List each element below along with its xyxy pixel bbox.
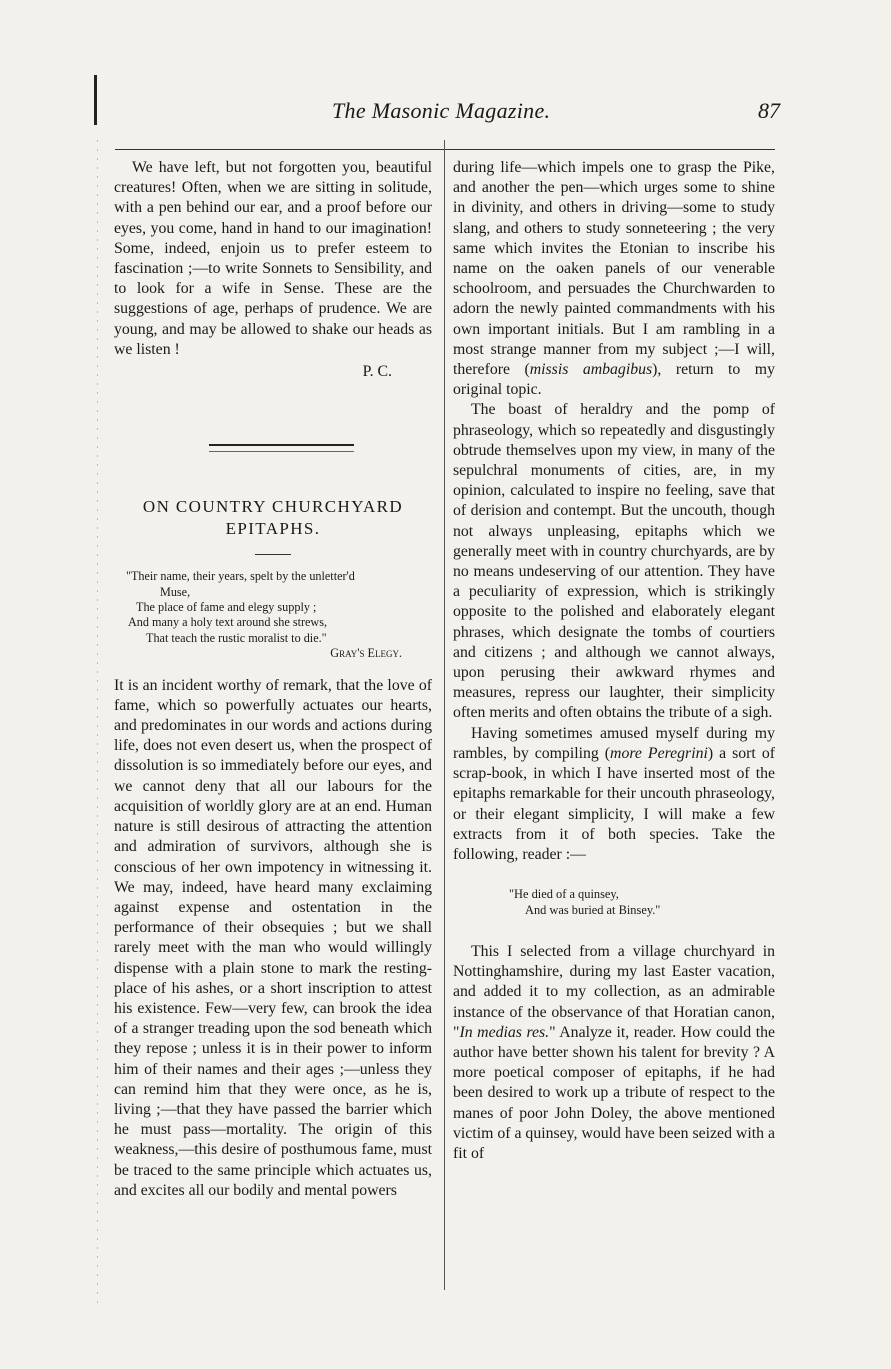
text-run: " Analyze it, reader. How could the author have better shown his talent for brevity ? A more poetical composer of epitaphs, if he had been desired to work up a tribute of respect to the manes of poor John Doley, the above mentioned victim of a quinsey, would have been seized with a fit of bbox=[453, 1023, 775, 1162]
article-title-line1: ON COUNTRY CHURCHYARD bbox=[142, 497, 404, 517]
continued-paragraph bbox=[453, 158, 775, 400]
page-number: 87 bbox=[758, 98, 780, 123]
quote-line: And was buried at Binsey." bbox=[525, 902, 661, 917]
column-divider bbox=[444, 140, 445, 1290]
intro-paragraph: We have left, but not forgotten you, beautiful creatures! Often, when we are sitting in solitude, with a pen behind our ear, and a proof before our eyes, you come, hand in hand to our imagination! Some, indeed, enjoin us to prefer esteem to fascination ;—to write Sonnets to Sensibility, and to look for a wife in Sense. These are the suggestions of age, perhaps of prudence. We are young, and may be allowed to shake our heads as we listen ! bbox=[114, 159, 432, 358]
binding-edge bbox=[97, 140, 98, 1310]
epigraph-line: That teach the rustic moralist to die." bbox=[146, 630, 327, 645]
text-run: during life—which impels one to grasp the Pike, and another the pen—which urges some to shine in divinity, and others in driving—some to study slang, and others to study sonneteering ; the very same which invites the Etonian to inscribe his name on the oaken panels of our venerable schoolroom, and persuades the Churchwarden to adorn the newly painted commandments with his own important initials. But I am rambling in a most strange manner from my subject ;—I will, therefore ( bbox=[453, 159, 775, 379]
epigraph bbox=[114, 569, 432, 661]
body-paragraph bbox=[453, 942, 775, 1164]
text-run: ), return to my original topic. bbox=[453, 361, 775, 399]
margin-mark bbox=[94, 75, 97, 125]
header-rule bbox=[115, 149, 775, 150]
article-title-line2: EPITAPHS. bbox=[225, 519, 321, 539]
text-run: ) a sort of scrap-book, in which I have inserted most of the epitaphs remarkable for their uncouth phraseology, or their elegant simplicity, I will make a few extracts from it of both species. Take the following, reader :— bbox=[453, 744, 775, 863]
body-paragraph: The boast of heraldry and the pomp of phraseology, which so repeatedly and disgustingly obtrude themselves upon my view, in many of the sepulchral monuments of cities, are, in my opinion, calculated to inspire no feeling, save that of derision and contempt. But the uncouth, though not always unpleasing, epitaphs which we generally meet with in country churchyards, are by no means undeserving of our attention. They have a peculiarity of expression, which is strikingly opposite to the polished and elaborately elegant phrases, which designate the tombs of courtiers and citizens ; and although we cannot always, upon perusing their awkward rhymes and measures, repress our laughter, their simplicity often merits and often obtains the tribute of a sigh. bbox=[453, 401, 775, 722]
signature: P. C. bbox=[362, 363, 392, 381]
quote-line: "He died of a quinsey, bbox=[509, 887, 619, 902]
running-title: The Masonic Magazine. bbox=[332, 98, 551, 123]
epigraph-line: The place of fame and elegy supply ; bbox=[136, 600, 317, 615]
epigraph-source: Gray's Elegy. bbox=[330, 646, 402, 661]
page-header bbox=[110, 98, 780, 130]
body-paragraph bbox=[453, 724, 775, 865]
text-run: Having sometimes amused myself during my rambles, by compiling ( bbox=[453, 724, 775, 762]
section-ornament-rule bbox=[209, 444, 354, 452]
latin-phrase: missis ambagibus bbox=[529, 361, 653, 379]
article-title bbox=[114, 496, 432, 540]
epigraph-line: Muse, bbox=[160, 584, 191, 599]
right-column bbox=[453, 158, 775, 1164]
text-run: This I selected from a village churchyard in Nottinghamshire, during my last Easter vacation, and added it to my collection, as an admirable instance of the observance of that Horatian canon, " bbox=[453, 942, 775, 1041]
epitaph-quote bbox=[453, 887, 775, 918]
epigraph-line: "Their name, their years, spelt by the unletter'd bbox=[126, 569, 355, 584]
latin-phrase: In medias res. bbox=[459, 1023, 550, 1041]
title-rule bbox=[255, 554, 291, 555]
epigraph-line: And many a holy text around she strews, bbox=[128, 615, 328, 630]
latin-phrase: more Peregrini bbox=[610, 744, 708, 762]
left-column bbox=[114, 158, 432, 1201]
article-body-paragraph: It is an incident worthy of remark, that the love of fame, which so powerfully actuates our hearts, and predominates in our words and actions during life, does not even desert us, when the prospect of dissolution is so immediately before our eyes, and we cannot deny that all our labours for the acquisition of worldly glory are at an end. Human nature is still desirous of attracting the attention and admiration of survivors, although she is conscious of her own impotency in witnessing it. We may, indeed, have heard many exclaiming against expense and ostentation in the performance of their obsequies ; but we shall rarely meet with the man who would willingly dispense with a plain stone to mark the resting-place of his ashes, or a short inscription to attest his existence. Few—very few, can brook the idea of a stranger treading upon the sod beneath which they repose ; unless it is in their power to inform him of their names and their ages ;—unless they can remind him that they were once, as he is, living ;—that they have passed the barrier which he must pass—mortality. The origin of this weakness,—this desire of posthumous fame, must be traced to the same principle which actuates us, and excites all our bodily and mental powers bbox=[114, 676, 432, 1199]
